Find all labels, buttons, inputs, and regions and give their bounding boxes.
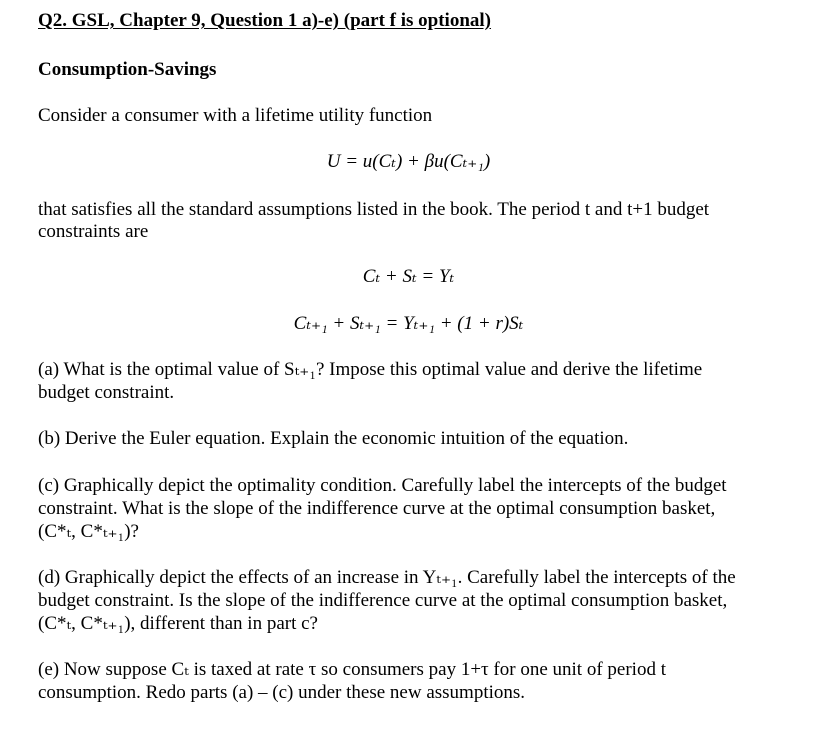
assumptions-line-2: constraints are [38,221,149,242]
part-e-line-2: consumption. Redo parts (a) – (c) under these new assumptions. [38,682,526,703]
budget-equation-t: Cₜ + Sₜ = Yₜ [362,266,455,287]
utility-equation: U = u(Cₜ) + βu(Cₜ₊₁) [326,151,491,172]
part-c-line-3: (C*ₜ, C*ₜ₊₁)? [38,521,139,542]
question-title: Q2. GSL, Chapter 9, Question 1 a)-e) (part f is optional) [38,10,492,31]
budget-equation-t1: Cₜ₊₁ + Sₜ₊₁ = Yₜ₊₁ + (1 + r)Sₜ [293,313,524,334]
section-title: Consumption-Savings [38,59,217,80]
part-e-line-1: (e) Now suppose Cₜ is taxed at rate τ so consumers pay 1+τ for one unit of period t [38,659,666,680]
assumptions-line-1: that satisfies all the standard assumptions listed in the book. The period t and t+1 budget [38,199,710,220]
part-a-line-1: (a) What is the optimal value of Sₜ₊₁? Impose this optimal value and derive the lifetime [38,359,703,380]
part-c-line-2: constraint. What is the slope of the indifference curve at the optimal consumption basket, [38,498,716,519]
intro-text: Consider a consumer with a lifetime utility function [38,105,433,126]
part-c-line-1: (c) Graphically depict the optimality condition. Carefully label the intercepts of the budget [38,475,727,496]
part-a-line-2: budget constraint. [38,382,175,403]
part-b-line-1: (b) Derive the Euler equation. Explain the economic intuition of the equation. [38,428,629,449]
part-d-line-3: (C*ₜ, C*ₜ₊₁), different than in part c? [38,613,318,634]
part-d-line-2: budget constraint. Is the slope of the indifference curve at the optimal consumption basket, [38,590,728,611]
part-d-line-1: (d) Graphically depict the effects of an increase in Yₜ₊₁. Carefully label the intercepts of the [38,567,736,588]
